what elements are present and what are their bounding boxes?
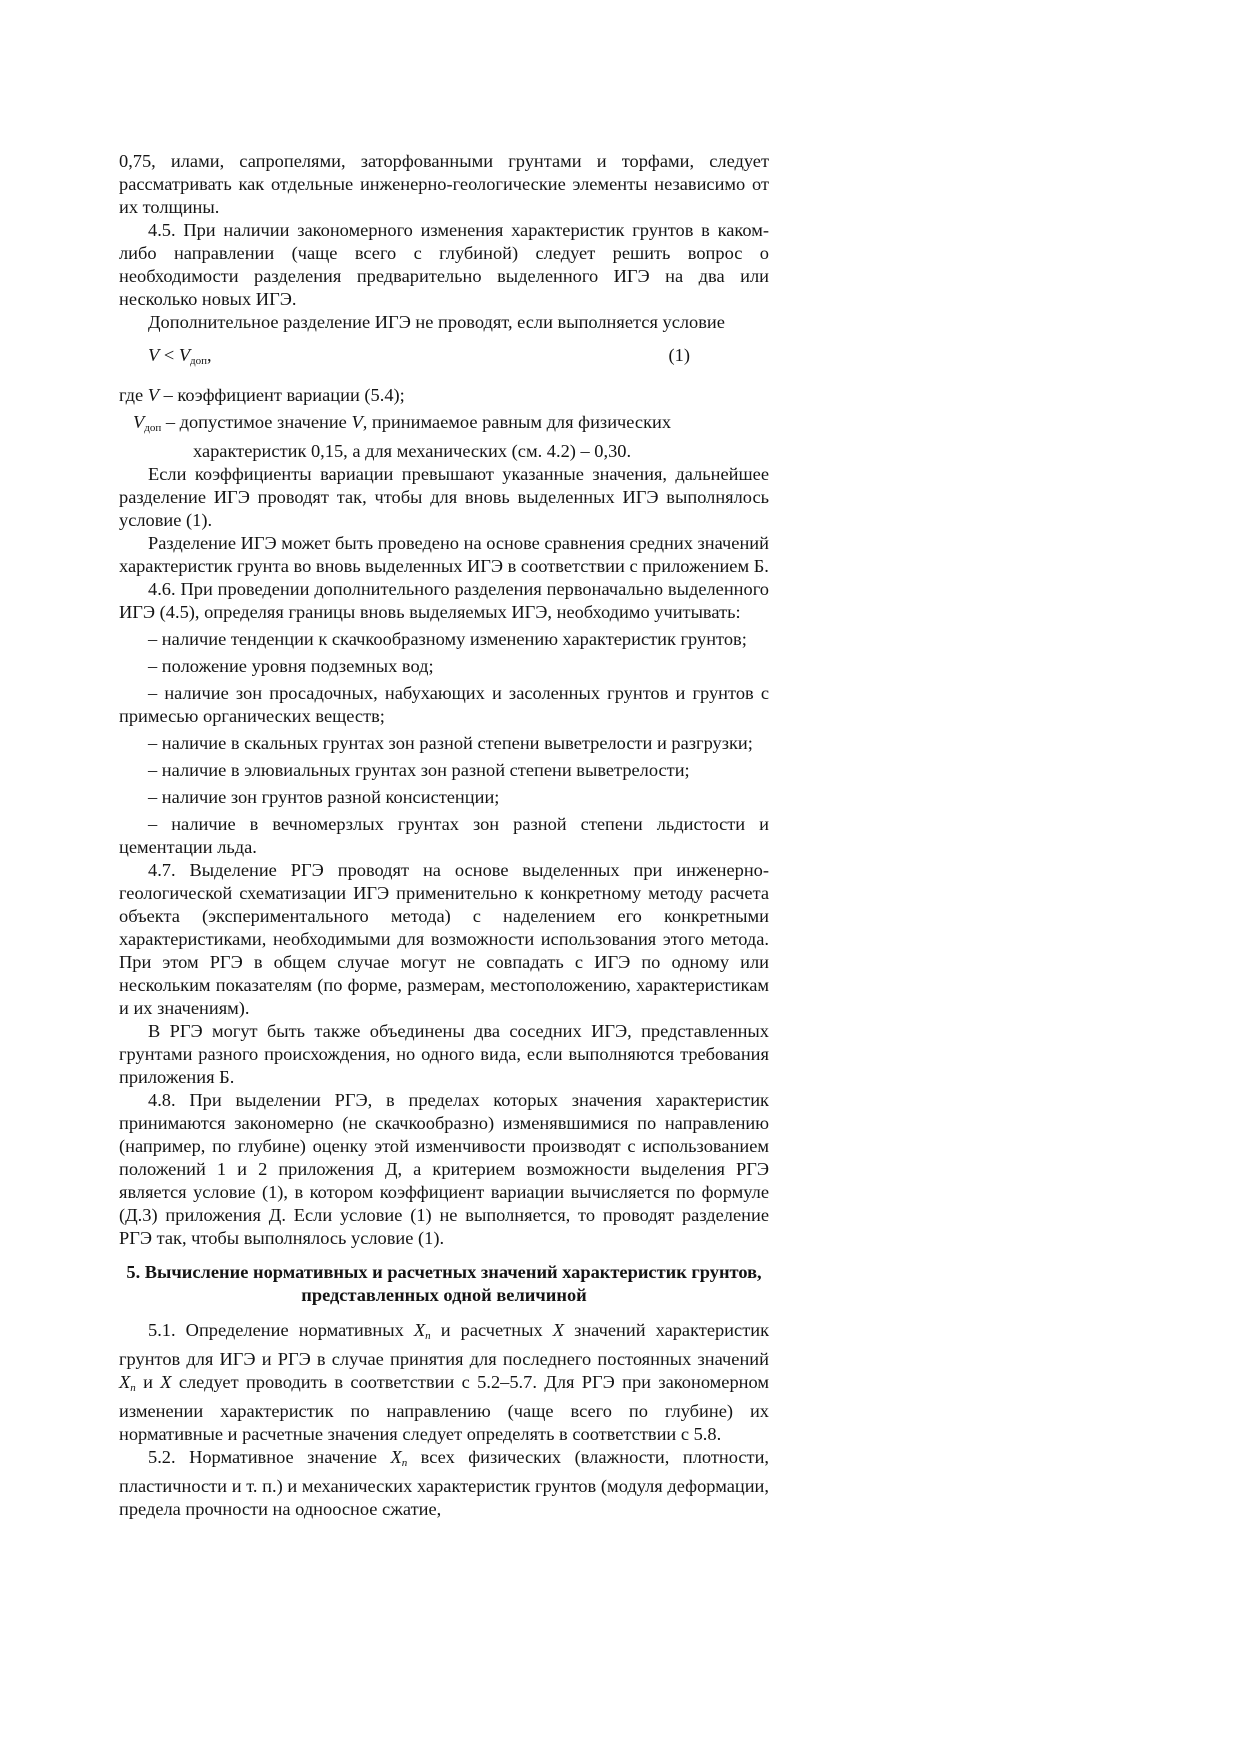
definition-v-dop: $V_{доп}$ – допустимое значение V, принимаемое равным для физических характеристик 0,15, а для механических (см. 4.2) – 0,30. [133, 412, 672, 461]
paragraph-rge-union: В РГЭ могут быть также объединены два соседних ИГЭ, представленных грунтами разного происхождения, но одного вида, если выполняются требования приложения Б. [119, 1021, 769, 1087]
paragraph-4-7: 4.7. Выделение РГЭ проводят на основе выделенных при инженерно-геологической схематизации ИГЭ применительно к конкретному методу расчета объекта (экспериментального метода) с наделением его конкретными характеристиками, необходимыми для возможности использования этого метода. При этом РГЭ в общем случае могут не совпадать с ИГЭ по одному или нескольким показателям (по форме, размерам, местоположению, характеристикам и их значениям). [119, 860, 769, 1018]
list-item: – наличие в скальных грунтах зон разной степени выветрелости и разгрузки; [148, 733, 753, 753]
paragraph-4-8: 4.8. При выделении РГЭ, в пределах которых значения характеристик принимаются закономерно (не скачкообразно) изменявшимися по направлению (например, по глубине) оценку этой изменчивости производят с использованием положений 1 и 2 приложения Д, а критерием возможности выделения РГЭ является условие (1), в котором коэффициент вариации вычисляется по формуле (Д.3) приложения Д. Если условие (1) не выполняется, то проводят разделение РГЭ так, чтобы выполнялось условие (1). [119, 1090, 769, 1248]
paragraph-4-6: 4.6. При проведении дополнительного разделения первоначально выделенного ИГЭ (4.5), определяя границы вновь выделяемых ИГЭ, необходимо учитывать: [119, 579, 769, 622]
list-item: – наличие тенденции к скачкообразному изменению характеристик грунтов; [148, 629, 747, 649]
paragraph-additional-separation: Дополнительное разделение ИГЭ не проводят, если выполняется условие [148, 312, 725, 332]
list-item: – наличие в элювиальных грунтах зон разной степени выветрелости; [148, 760, 690, 780]
paragraph-5-2: 5.2. Нормативное значение Xn всех физических (влажности, плотности, пластичности и т. п.) и механических характеристик грунтов (модуля деформации, предела прочности на одноосное сжатие, [119, 1447, 770, 1519]
list-item: – положение уровня подземных вод; [148, 656, 434, 676]
paragraph-separation-basis: Разделение ИГЭ может быть проведено на основе сравнения средних значений характеристик грунта во вновь выделенных ИГЭ в соответствии с приложением Б. [119, 533, 769, 576]
list-item: – наличие зон грунтов разной консистенции; [148, 787, 500, 807]
section-heading-5: 5. Вычисление нормативных и расчетных значений характеристик грунтов, представленных одной величиной [126, 1262, 762, 1305]
list-item: – наличие зон просадочных, набухающих и засоленных грунтов и грунтов с примесью органических веществ; [119, 683, 769, 726]
paragraph-4-5: 4.5. При наличии закономерного изменения характеристик грунтов в каком-либо направлении (чаще всего с глубиной) следует решить вопрос о необходимости разделения предварительно выделенного ИГЭ на два или несколько новых ИГЭ. [119, 220, 769, 309]
paragraph-5-1: 5.1. Определение нормативных Xn и расчетных X значений характеристик грунтов для ИГЭ и РГЭ в случае принятия для последнего постоянных значений Xn и X следует проводить в соответствии с 5.2–5.7. Для РГЭ при закономерном изменении характеристик по направлению (чаще всего по глубине) их нормативные и расчетные значения следует определять в соответствии с 5.8. [119, 1320, 770, 1444]
paragraph-if-exceed: Если коэффициенты вариации превышают указанные значения, дальнейшее разделение ИГЭ проводят так, чтобы для вновь выделенных ИГЭ выполнялось условие (1). [119, 464, 769, 530]
document-page [119, 150, 769, 1521]
definition-v: где V – коэффициент вариации (5.4); [119, 385, 405, 405]
formula-number: (1) [668, 345, 690, 365]
paragraph-continuation: 0,75, илами, сапропелями, заторфованными грунтами и торфами, следует рассматривать как отдельные инженерно-геологические элементы независимо от их толщины. [119, 151, 769, 217]
formula-1 [148, 344, 690, 373]
list-item: – наличие в вечномерзлых грунтах зон разной степени льдистости и цементации льда. [119, 814, 769, 857]
formula-expression: $V < V_{доп}$, [148, 345, 212, 367]
